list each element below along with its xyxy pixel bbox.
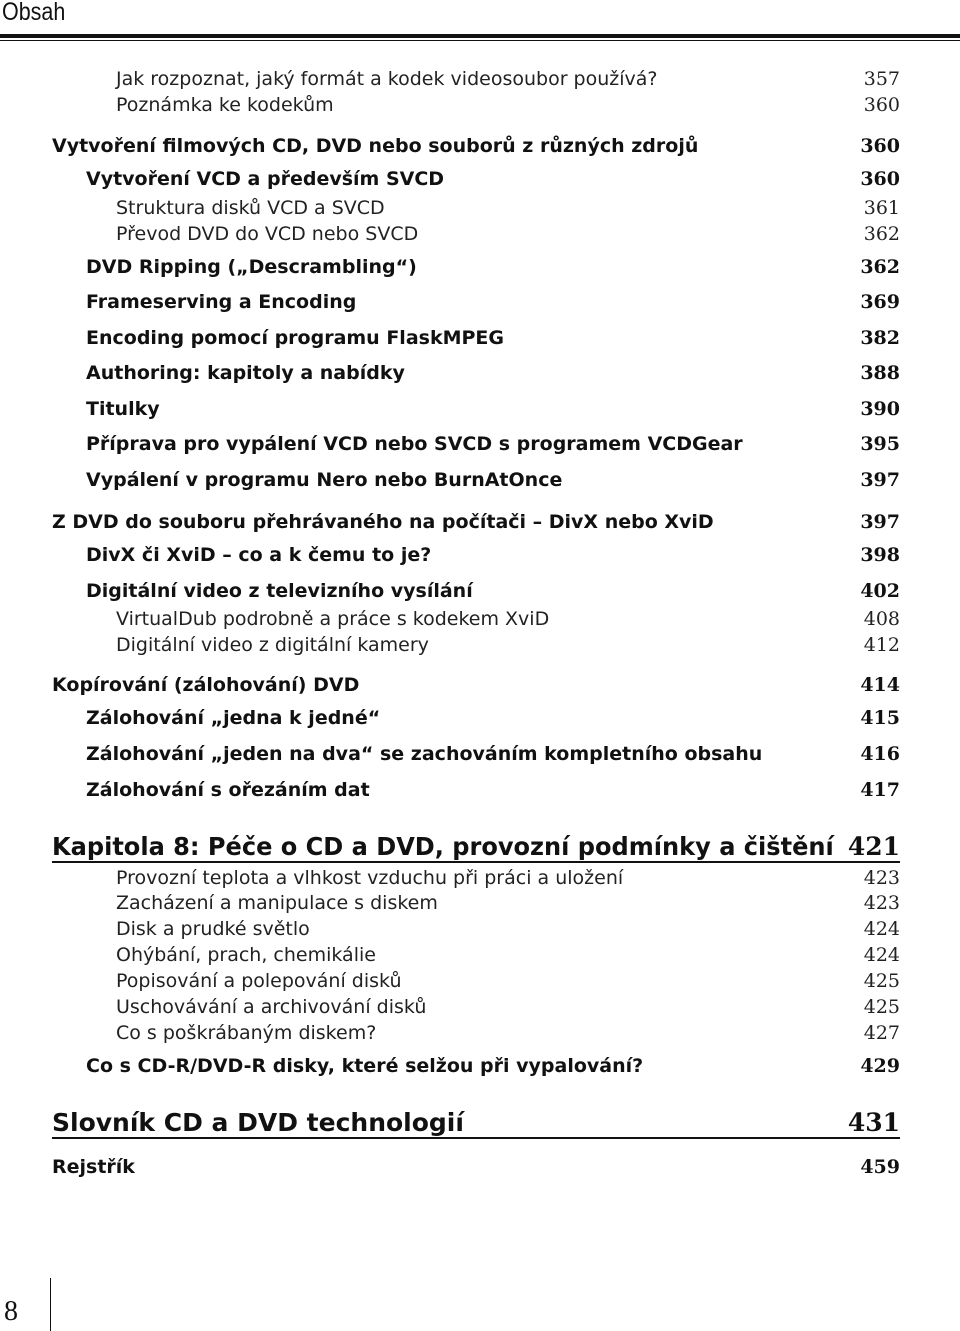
toc-entry-page: 397 [860, 469, 900, 491]
toc-chapter-page: 421 [847, 832, 900, 861]
toc-entry-page: 427 [863, 1022, 900, 1044]
toc-entry-label: Provozní teplota a vlhkost vzduchu při práci a uložení [116, 867, 624, 889]
toc-entry-label: Digitální video z televizního vysílání [86, 580, 473, 602]
toc-entry-label: Disk a prudké světlo [116, 918, 310, 940]
toc-entry-label: Převod DVD do VCD nebo SVCD [116, 223, 419, 245]
toc-entry-label: Jak rozpoznat, jaký formát a kodek videosoubor používá? [116, 68, 658, 90]
toc-entry-page: 390 [860, 398, 900, 420]
toc-entry-label: Co s CD-R/DVD-R disky, které selžou při vypalování? [86, 1055, 644, 1077]
toc-entry-label: Authoring: kapitoly a nabídky [86, 362, 405, 384]
toc-entry-page: 423 [863, 867, 900, 889]
toc-entry-label: Struktura disků VCD a SVCD [116, 197, 385, 219]
toc-entry-page: 382 [860, 327, 900, 349]
toc-entry-page: 425 [863, 996, 900, 1018]
toc-entry-page: 388 [860, 362, 900, 384]
toc-entry-label: Vytvoření filmových CD, DVD nebo souborů z různých zdrojů [52, 135, 699, 157]
toc-entry-page: 360 [860, 168, 900, 190]
toc-entry-label: Rejstřík [52, 1156, 135, 1178]
toc-entry-page: 414 [860, 674, 900, 696]
toc-entry-label: Příprava pro vypálení VCD nebo SVCD s programem VCDGear [86, 433, 743, 455]
toc-entry-page: 369 [860, 291, 900, 313]
toc-entry-label: Ohýbání, prach, chemikálie [116, 944, 376, 966]
toc-entry-label: Encoding pomocí programu FlaskMPEG [86, 327, 504, 349]
toc-entry-label: Titulky [86, 398, 160, 420]
toc-entry-page: 423 [863, 892, 900, 914]
toc-entry-label: Co s poškrábaným diskem? [116, 1022, 377, 1044]
toc-entry-label: DVD Ripping („Descrambling“) [86, 256, 417, 278]
toc-entry-page: 360 [863, 94, 900, 116]
toc-entry-label: DivX či XviD – co a k čemu to je? [86, 544, 432, 566]
toc-entry-page: 412 [863, 634, 900, 656]
toc-entry-page: 424 [863, 918, 900, 940]
toc-entry-label: Kopírování (zálohování) DVD [52, 674, 360, 696]
toc-entry-label: Zacházení a manipulace s diskem [116, 892, 438, 914]
toc-entry-page: 362 [860, 256, 900, 278]
toc-entry-page: 361 [863, 197, 900, 219]
toc-chapter-label: Kapitola 8: Péče o CD a DVD, provozní podmínky a čištění [52, 832, 834, 861]
toc-entry-page: 357 [863, 68, 900, 90]
toc-chapter-page: 431 [847, 1108, 900, 1137]
toc-entry-label: Uschovávání a archivování disků [116, 996, 427, 1018]
toc-entry-label: Poznámka ke kodekům [116, 94, 334, 116]
toc-entry-page: 415 [860, 707, 900, 729]
toc-entry-page: 360 [860, 135, 900, 157]
toc-entry-page: 425 [863, 970, 900, 992]
toc-entry-page: 416 [860, 743, 900, 765]
toc-entry-label: VirtualDub podrobně a práce s kodekem XviD [116, 608, 550, 630]
toc-entry-page: 362 [863, 223, 900, 245]
header-rule-thin [0, 40, 960, 41]
toc-entry-page: 398 [860, 544, 900, 566]
toc-entry-label: Digitální video z digitální kamery [116, 634, 429, 656]
toc-entry-page: 417 [860, 779, 900, 801]
section-title: Obsah [2, 0, 66, 26]
toc-entry-label: Zálohování „jedna k jedné“ [86, 707, 381, 729]
toc-entry-label: Z DVD do souboru přehrávaného na počítači – DivX nebo XviD [52, 511, 714, 533]
chapter-underline [52, 1137, 900, 1139]
toc-entry-page: 408 [863, 608, 900, 630]
toc-entry-page: 459 [860, 1156, 900, 1178]
toc-entry-label: Popisování a polepování disků [116, 970, 402, 992]
chapter-underline [52, 861, 900, 863]
page-number: 8 [4, 1296, 18, 1327]
toc-entry-page: 429 [860, 1055, 900, 1077]
toc-entry-page: 424 [863, 944, 900, 966]
footer-rule [50, 1278, 51, 1331]
toc-entry-page: 397 [860, 511, 900, 533]
toc-entry-page: 402 [860, 580, 900, 602]
toc-entry-label: Frameserving a Encoding [86, 291, 357, 313]
toc-entry-page: 395 [860, 433, 900, 455]
toc-entry-label: Zálohování „jeden na dva“ se zachováním kompletního obsahu [86, 743, 763, 765]
toc-entry-label: Zálohování s ořezáním dat [86, 779, 370, 801]
header-rule [0, 34, 960, 38]
toc-entry-label: Vytvoření VCD a především SVCD [86, 168, 445, 190]
toc-entry-label: Vypálení v programu Nero nebo BurnAtOnce [86, 469, 563, 491]
toc-chapter-label: Slovník CD a DVD technologií [52, 1108, 464, 1137]
